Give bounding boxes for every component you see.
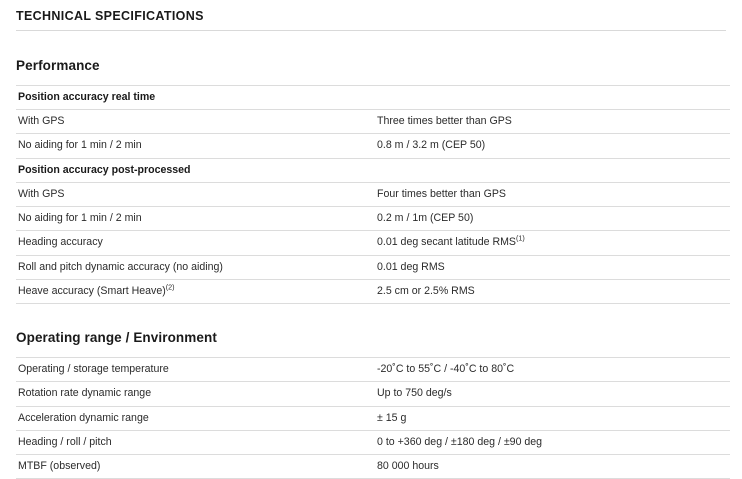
spec-value: Four times better than GPS xyxy=(375,182,730,206)
table-row xyxy=(16,255,730,279)
table-row xyxy=(16,430,730,454)
spec-label: Operating / storage temperature xyxy=(16,358,375,382)
table-subheader-row xyxy=(16,158,730,182)
section-heading: Operating range / Environment xyxy=(16,330,217,346)
spec-value: Three times better than GPS xyxy=(375,110,730,134)
footnote-marker: (1) xyxy=(515,233,525,243)
spec-value: 80 000 hours xyxy=(375,455,730,479)
table-row xyxy=(16,182,730,206)
spec-label: MTBF (observed) xyxy=(16,455,375,479)
spec-value: 0.01 deg secant latitude RMS$^{(1)}$ xyxy=(375,231,730,255)
spec-label: With GPS xyxy=(16,182,375,206)
table-row xyxy=(16,358,730,382)
spec-value: -20˚C to 55˚C / -40˚C to 80˚C xyxy=(375,358,730,382)
spec-label: Rotation rate dynamic range xyxy=(16,382,375,406)
spec-value: ± 15 g xyxy=(375,406,730,430)
table-row xyxy=(16,279,730,303)
spec-value: 0.8 m / 3.2 m (CEP 50) xyxy=(375,134,730,158)
section-heading: Performance xyxy=(16,58,100,73)
specs-table-performance xyxy=(16,85,730,304)
table-row xyxy=(16,231,730,255)
section-operating-range xyxy=(16,304,726,479)
spec-label: With GPS xyxy=(16,110,375,134)
table-row xyxy=(16,134,730,158)
table-row xyxy=(16,406,730,430)
spec-value xyxy=(375,86,730,110)
specs-table-body xyxy=(16,86,730,304)
spec-value: Up to 750 deg/s xyxy=(375,382,730,406)
spec-value xyxy=(375,158,730,182)
spec-value: 0.2 m / 1m (CEP 50) xyxy=(375,207,730,231)
spec-label: No aiding for 1 min / 2 min xyxy=(16,207,375,231)
spec-label: Roll and pitch dynamic accuracy (no aiding) xyxy=(16,255,375,279)
page-title: TECHNICAL SPECIFICATIONS xyxy=(16,9,204,23)
footnote-marker: (2) xyxy=(165,282,175,292)
spec-value: 0 to +360 deg / ±180 deg / ±90 deg xyxy=(375,430,730,454)
spec-label: Heading accuracy xyxy=(16,231,375,255)
table-row xyxy=(16,110,730,134)
spec-value: 2.5 cm or 2.5% RMS xyxy=(375,279,730,303)
specs-table-body xyxy=(16,358,730,479)
table-row xyxy=(16,382,730,406)
spec-label: Heave accuracy (Smart Heave)$^{(2)}$ xyxy=(16,279,375,303)
table-row xyxy=(16,455,730,479)
spec-label: Position accuracy real time xyxy=(16,86,375,110)
table-row xyxy=(16,207,730,231)
section-performance xyxy=(16,31,726,304)
spec-label: No aiding for 1 min / 2 min xyxy=(16,134,375,158)
table-subheader-row xyxy=(16,86,730,110)
spec-label: Heading / roll / pitch xyxy=(16,430,375,454)
spec-value: 0.01 deg RMS xyxy=(375,255,730,279)
spec-label: Position accuracy post-processed xyxy=(16,158,375,182)
spec-label: Acceleration dynamic range xyxy=(16,406,375,430)
specs-table-operating-range xyxy=(16,357,730,479)
